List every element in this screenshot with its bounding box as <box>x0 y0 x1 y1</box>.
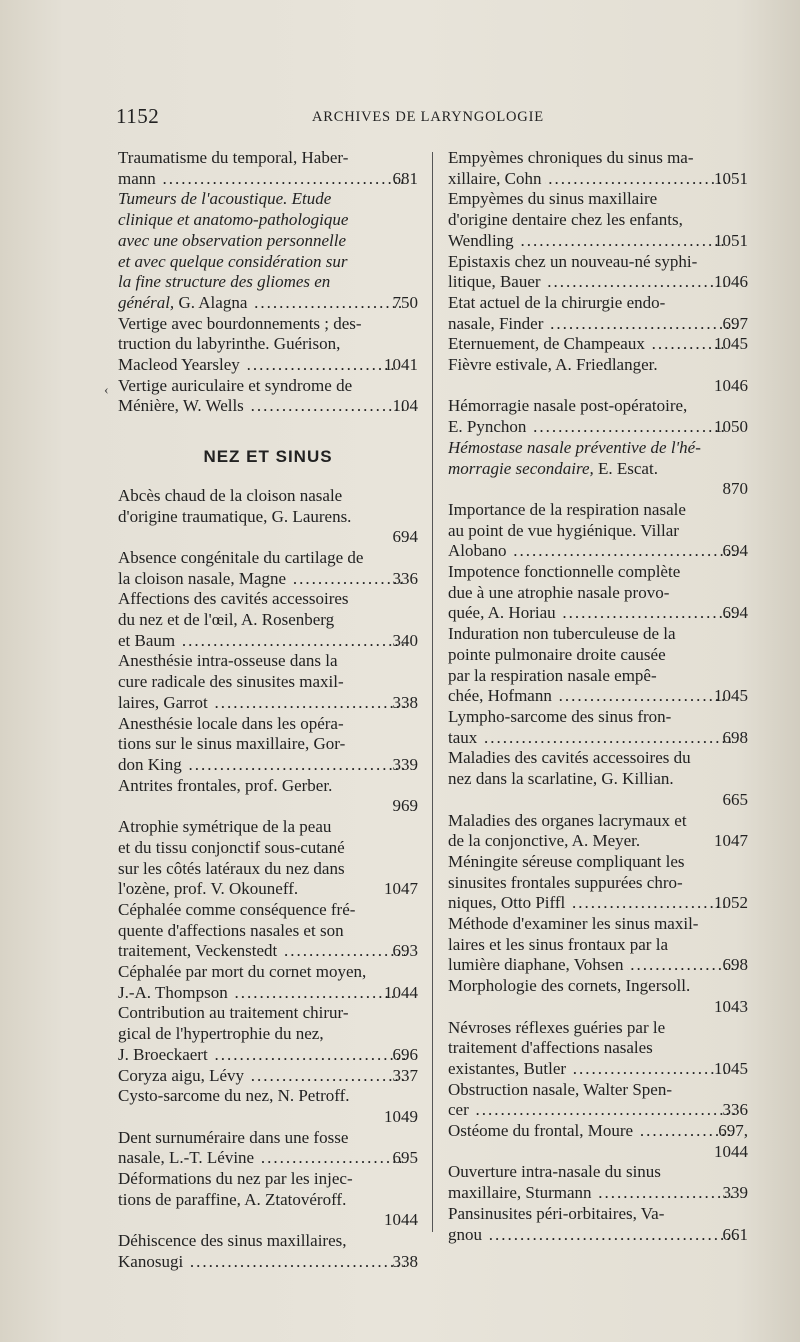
index-entry: Epistaxis chez un nouveau-né syphi- litique, Bauer ..... 1046 <box>448 252 748 293</box>
index-entry: Vertige auriculaire et syndrome de Ménière, W. Wells ..... 104 <box>118 376 418 417</box>
index-entry: Ouverture intra-nasale du sinus maxillaire, Sturmann ..... 339 <box>448 1162 748 1203</box>
index-entry: Anesthésie intra-osseuse dans la cure radicale des sinusites maxil- laires, Garrot ..... 338 <box>118 651 418 713</box>
index-entry: Fièvre estivale, A. Friedlanger. 1046 <box>448 355 748 395</box>
index-entry: Vertige avec bourdonnements ; des- truction du labyrinthe. Guérison, Macleod Yearsley ..... 1041 <box>118 314 418 376</box>
index-entry: Morphologie des cornets, Ingersoll. 1043 <box>448 976 748 1016</box>
index-entry: Antrites frontales, prof. Gerber. 969 <box>118 775 418 816</box>
column-divider <box>432 152 433 1232</box>
index-entry: Impotence fonctionnelle complète due à une atrophie nasale provo- quée, A. Horiau ..... 694 <box>448 562 748 624</box>
index-entry: Céphalée par mort du cornet moyen, J.-A. Thompson ..... 1044 <box>118 962 418 1003</box>
index-entry: Ostéome du frontal, Moure ..... 697, 1044 <box>448 1121 748 1162</box>
index-entry: Pansinusites péri-orbitaires, Va- gnou ..... 661 <box>448 1204 748 1245</box>
right-column <box>448 148 748 1245</box>
index-entry: Lympho-sarcome des sinus fron- taux ..... 698 <box>448 707 748 748</box>
section-heading: NEZ ET SINUS <box>203 447 333 467</box>
index-entry: Déhiscence des sinus maxillaires, Kanosugi ..... 338 <box>118 1231 418 1272</box>
index-entry: Contribution au traitement chirur- gical de l'hypertrophie du nez, J. Broeckaert ..... 696 <box>118 1003 418 1065</box>
index-entry: Induration non tuberculeuse de la pointe pulmonaire droite causée par la respiration nasale empê- chée, Hofmann ..... 1045 <box>448 624 748 707</box>
index-entry: Dent surnuméraire dans une fosse nasale, L.-T. Lévine ..... 695 <box>118 1128 418 1169</box>
margin-mark: ‹ <box>104 383 109 398</box>
index-entry: Abcès chaud de la cloison nasale d'origine traumatique, G. Laurens. 694 <box>118 485 418 547</box>
running-title: ARCHIVES DE LARYNGOLOGIE <box>312 109 544 125</box>
index-entry: Hémorragie nasale post-opératoire, E. Pynchon ..... 1050 <box>448 396 748 437</box>
index-entry: Cysto-sarcome du nez, N. Petroff. 1049 <box>118 1086 418 1126</box>
index-entry: Importance de la respiration nasale au point de vue hygiénique. Villar Alobano ..... 694 <box>448 500 748 562</box>
index-entry: Hémostase nasale préventive de l'hé- morragie secondaire, E. Escat. 870 <box>448 437 748 499</box>
index-entry: Atrophie symétrique de la peau et du tissu conjonctif sous-cutané sur les côtés latéraux du nez dans l'ozène, prof. V. Okouneff. 1047 <box>118 817 418 899</box>
index-entry: Eternuement, de Champeaux ..... 1045 <box>448 334 748 355</box>
index-entry: Méthode d'examiner les sinus maxil- laires et les sinus frontaux par la lumière diaphane, Vohsen ..... 698 <box>448 914 748 976</box>
index-entry: Traumatisme du temporal, Haber- mann ..... 681 <box>118 148 418 189</box>
left-column <box>118 148 418 1273</box>
index-entry: Céphalée comme conséquence fré- quente d'affections nasales et son traitement, Veckenstedt ..... 693 <box>118 900 418 962</box>
index-entry: Anesthésie locale dans les opéra- tions sur le sinus maxillaire, Gor- don King ..... 339 <box>118 714 418 776</box>
index-entry: Absence congénitale du cartilage de la cloison nasale, Magne ..... 336 <box>118 548 418 589</box>
index-entry: Coryza aigu, Lévy ..... 337 <box>118 1066 418 1087</box>
index-entry: Névroses réflexes guéries par le traitement d'affections nasales existantes, Butler ..... 1045 <box>448 1018 748 1080</box>
index-entry: Maladies des cavités accessoires du nez dans la scarlatine, G. Killian. 665 <box>448 748 748 809</box>
index-entry: Obstruction nasale, Walter Spen- cer ..... 336 <box>448 1080 748 1121</box>
index-entry: Méningite séreuse compliquant les sinusites frontales suppurées chro- niques, Otto Piffl ..... 1052 <box>448 852 748 914</box>
index-entry: Tumeurs de l'acoustique. Etude clinique et anatomo-pathologique avec une observation personnelle et avec quelque considération sur la fine structure des gliomes en général, G. Alagna ..... 750 <box>118 189 418 313</box>
index-entry: Déformations du nez par les injec- tions de paraffine, A. Ztatovéroff. 1044 <box>118 1169 418 1230</box>
index-entry: Empyèmes du sinus maxillaire d'origine dentaire chez les enfants, Wendling ..... 1051 <box>448 189 748 251</box>
page-number: 1152 <box>116 104 160 128</box>
index-entry: Empyèmes chroniques du sinus ma- xillaire, Cohn ..... 1051 <box>448 148 748 189</box>
page-header <box>116 104 756 130</box>
index-entry: Maladies des organes lacrymaux et de la conjonctive, A. Meyer. 1047 <box>448 810 748 851</box>
index-entry: Etat actuel de la chirurgie endo- nasale, Finder ..... 697 <box>448 293 748 334</box>
index-entry: Affections des cavités accessoires du nez et de l'œil, A. Rosenberg et Baum ..... 340 <box>118 589 418 651</box>
